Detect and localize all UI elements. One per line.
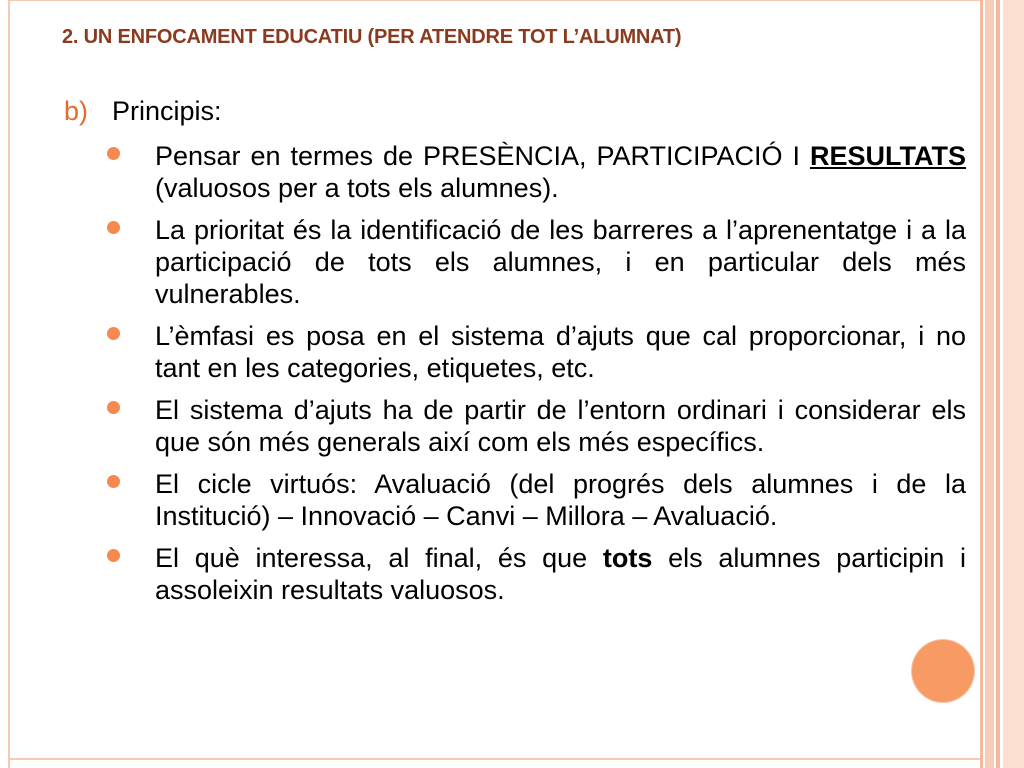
frame-left-line	[8, 0, 10, 768]
bullet-list	[98, 140, 966, 616]
subheading	[64, 96, 222, 127]
slide-title: 2. UN ENFOCAMENT EDUCATIU (PER ATENDRE TOT L’ALUMNAT)	[62, 26, 682, 48]
bullet-item	[98, 140, 966, 204]
bullet-text: El sistema d’ajuts ha de partir de l’entorn ordinari i considerar els que són més generals així com els més específics.	[155, 395, 966, 457]
bullet-dot-icon	[107, 327, 120, 340]
bullet-text: El cicle virtuós: Avaluació (del progrés dels alumnes i de la Institució) – Innovació – Canvi – Millora – Avaluació.	[155, 469, 966, 531]
frame-bottom-line	[8, 758, 980, 760]
bullet-item	[98, 214, 966, 310]
subheading-text: Principis:	[112, 96, 222, 126]
bullet-text-after: els alumnes participin i assoleixin resultats valuosos.	[155, 543, 966, 605]
right-stripe-2	[985, 0, 994, 768]
bullet-dot-icon	[107, 475, 120, 488]
bullet-item	[98, 542, 966, 606]
bullet-item	[98, 394, 966, 458]
bullet-dot-icon	[107, 221, 120, 234]
right-stripe-1	[980, 0, 983, 768]
bullet-text-after: (valuosos per a tots els alumnes).	[155, 173, 559, 203]
right-stripe-4	[1003, 0, 1024, 768]
bullet-text: La prioritat és la identificació de les barreres a l’aprenentatge i a la participació de tots els alumnes, i en particular dels més vulnerables.	[155, 215, 966, 309]
right-stripe-3	[996, 0, 1000, 768]
bullet-text-before: Pensar en termes de PRESÈNCIA, PARTICIPACIÓ I	[155, 141, 810, 171]
frame-top-line	[8, 0, 980, 1]
subheading-marker: b)	[64, 96, 89, 126]
bullet-dot-icon	[107, 401, 120, 414]
bullet-emphasis: tots	[602, 543, 653, 573]
bullet-item	[98, 468, 966, 532]
decorative-circle-icon	[912, 640, 974, 702]
bullet-item	[98, 320, 966, 384]
bullet-dot-icon	[107, 147, 120, 160]
bullet-emphasis: RESULTATS	[810, 141, 966, 171]
bullet-dot-icon	[107, 549, 120, 562]
bullet-text: L’èmfasi es posa en el sistema d’ajuts que cal proporcionar, i no tant en les categories, etiquetes, etc.	[155, 321, 966, 383]
bullet-text-before: El què interessa, al final, és que	[155, 543, 603, 573]
